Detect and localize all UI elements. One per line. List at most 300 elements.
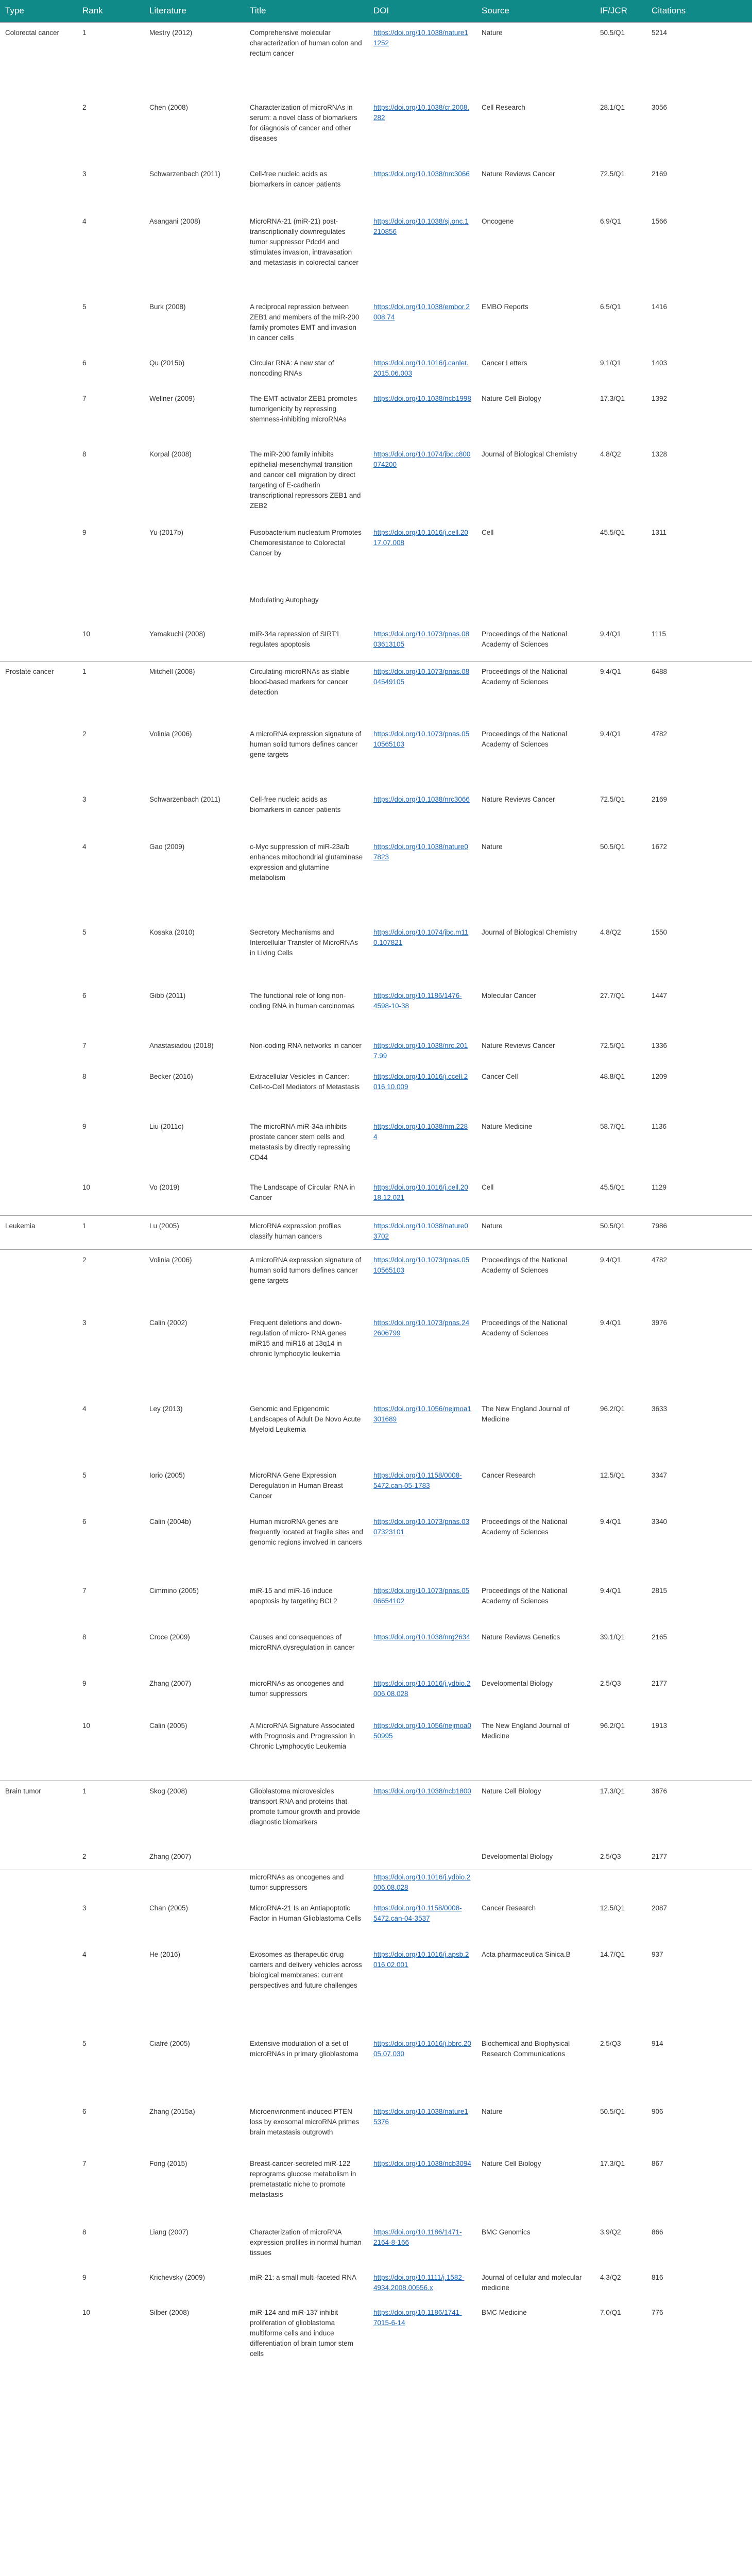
cell-citations: 1672 <box>652 843 668 851</box>
cell-title: MicroRNA-21 Is an Antiapoptotic Factor in Human Glioblastoma Cells <box>250 1904 362 1922</box>
table-row <box>0 2033 752 2102</box>
cell-if-jcr <box>595 1870 646 1898</box>
header-row <box>0 0 752 22</box>
cell-doi[interactable]: https://doi.org/10.1038/embor.2008.74 <box>373 303 470 321</box>
table-row <box>0 2154 752 2222</box>
cell-doi[interactable]: https://doi.org/10.1016/j.cell.2017.07.008 <box>373 529 468 547</box>
cell-rank: 1 <box>77 22 144 97</box>
table-row <box>0 2102 752 2154</box>
cell-literature: Skog (2008) <box>144 1781 245 1846</box>
cell-doi[interactable]: https://doi.org/10.1016/j.canlet.2015.06.003 <box>373 359 469 377</box>
cell-if-jcr: 12.5/Q1 <box>600 1904 625 1912</box>
table-row <box>0 297 752 353</box>
table-row <box>0 593 752 624</box>
cell-rank: 8 <box>82 1073 87 1080</box>
cell-title: Glioblastoma microvesicles transport RNA and proteins that promote tumour growth and provide diagnostic biomarkers <box>245 1781 368 1846</box>
cell-type <box>0 297 77 353</box>
cell-source: Proceedings of the National Academy of Sciences <box>476 1249 595 1313</box>
cell-citations: 914 <box>652 2039 663 2047</box>
cell-rank: 5 <box>82 928 87 936</box>
cell-source: Journal of Biological Chemistry <box>482 450 577 458</box>
cell-doi[interactable]: https://doi.org/10.1038/nature07823 <box>373 843 468 861</box>
cell-type <box>0 2222 77 2267</box>
cell-source: Nature Reviews Genetics <box>482 1633 560 1641</box>
cell-doi[interactable]: https://doi.org/10.1073/pnas.0803613105 <box>373 630 470 648</box>
cell-source: BMC Genomics <box>482 2228 531 2236</box>
cell-citations: 7986 <box>646 1215 752 1249</box>
cell-doi[interactable]: https://doi.org/10.1038/ncb3094 <box>373 2159 471 2167</box>
cell-doi[interactable]: https://doi.org/10.1074/jbc.c800074200 <box>373 450 471 468</box>
cell-rank <box>77 1870 144 1898</box>
cell-type <box>0 837 77 922</box>
cell-literature: Chen (2008) <box>149 104 189 111</box>
cell-citations: 816 <box>652 2273 663 2281</box>
cell-type <box>0 1581 77 1627</box>
cell-citations: 1550 <box>652 928 668 936</box>
cell-title: Genomic and Epigenomic Landscapes of Adult De Novo Acute Myeloid Leukemia <box>250 1405 361 1433</box>
cell-type <box>0 164 77 211</box>
table-row <box>0 837 752 922</box>
cell-title: miR-34a repression of SIRT1 regulates apoptosis <box>250 630 340 648</box>
cell-if-jcr: 45.5/Q1 <box>600 529 625 536</box>
cell-source: Cancer Cell <box>482 1073 518 1080</box>
cell-title: Fusobacterium nucleatum Promotes Chemoresistance to Colorectal Cancer by <box>250 529 362 557</box>
cell-citations: 1209 <box>652 1073 668 1080</box>
cell-type <box>0 986 77 1036</box>
cell-citations: 3347 <box>652 1471 668 1479</box>
cell-citations: 867 <box>652 2159 663 2167</box>
cell-doi[interactable]: https://doi.org/10.1038/cr.2008.282 <box>373 104 470 122</box>
cell-rank: 7 <box>82 395 87 402</box>
cell-if-jcr: 9.4/Q1 <box>600 1587 621 1595</box>
cell-if-jcr: 50.5/Q1 <box>600 843 625 851</box>
cell-source <box>476 1870 595 1898</box>
cell-doi[interactable]: https://doi.org/10.1038/nature11252 <box>368 22 476 97</box>
cell-source: Proceedings of the National Academy of Sciences <box>482 1587 567 1605</box>
cell-if-jcr: 45.5/Q1 <box>600 1183 625 1191</box>
cell-rank: 9 <box>82 529 87 536</box>
cell-if-jcr: 96.2/Q1 <box>600 1405 625 1413</box>
cell-rank: 3 <box>82 795 87 803</box>
cell-if-jcr: 4.3/Q2 <box>600 2273 621 2281</box>
cell-source: Developmental Biology <box>482 1680 553 1687</box>
cell-doi[interactable]: https://doi.org/10.1073/pnas.0510565103 <box>368 1249 476 1313</box>
cell-source: Journal of Biological Chemistry <box>482 928 577 936</box>
cell-literature: Vo (2019) <box>149 1183 180 1191</box>
table-row <box>0 1581 752 1627</box>
cell-citations: 4782 <box>646 1249 752 1313</box>
cell-source <box>476 593 595 624</box>
cell-title: The EMT-activator ZEB1 promotes tumorigenicity by repressing stemness-inhibiting microRNAs <box>250 395 357 423</box>
cell-literature: Lu (2005) <box>144 1215 245 1249</box>
cell-title: Exosomes as therapeutic drug carriers and delivery vehicles across biological membranes: current perspectives and future challenges <box>250 1950 362 1989</box>
table-row <box>0 986 752 1036</box>
cell-source: Nature Cell Biology <box>482 395 541 402</box>
cell-if-jcr: 4.8/Q2 <box>600 450 621 458</box>
cell-source: BMC Medicine <box>482 2308 527 2316</box>
cell-type <box>0 1465 77 1512</box>
cell-rank: 9 <box>82 1680 87 1687</box>
cell-title: Extracellular Vesicles in Cancer: Cell-to-Cell Mediators of Metastasis <box>250 1073 360 1091</box>
cell-if-jcr: 9.1/Q1 <box>600 359 621 367</box>
cell-type <box>0 1898 77 1944</box>
cell-type <box>0 2033 77 2102</box>
cell-doi[interactable]: https://doi.org/10.1016/j.ydbio.2006.08.028 <box>373 1680 471 1698</box>
cell-source: Nature Medicine <box>482 1123 533 1130</box>
cell-citations: 3340 <box>652 1518 668 1526</box>
cell-title: MicroRNA Gene Expression Deregulation in Human Breast Cancer <box>250 1471 343 1500</box>
cell-literature: Yu (2017b) <box>149 529 184 536</box>
header-type: Type <box>0 0 77 22</box>
cell-source: Nature Reviews Cancer <box>482 795 555 803</box>
table-row <box>0 22 752 97</box>
header-citations: Citations <box>646 0 752 22</box>
table-row <box>0 789 752 837</box>
cell-literature: Asangani (2008) <box>149 217 201 225</box>
cell-title: Microenvironment-induced PTEN loss by exosomal microRNA primes brain metastasis outgrowth <box>250 2107 360 2136</box>
table-row <box>0 1627 752 1673</box>
table-row <box>0 1313 752 1399</box>
cell-rank: 7 <box>82 2159 87 2167</box>
cell-literature: Chan (2005) <box>149 1904 189 1912</box>
cell-doi[interactable]: https://doi.org/10.1186/1476-4598-10-38 <box>373 992 462 1010</box>
cell-title: miR-15 and miR-16 induce apoptosis by targeting BCL2 <box>250 1587 337 1605</box>
table-row <box>0 1036 752 1066</box>
cell-literature: Wellner (2009) <box>149 395 195 402</box>
cell-type <box>0 1116 77 1177</box>
cell-if-jcr: 6.5/Q1 <box>600 303 621 311</box>
cell-title: The functional role of long non-coding RNA in human carcinomas <box>250 992 355 1010</box>
cell-type <box>0 1512 77 1581</box>
cell-doi[interactable]: https://doi.org/10.1038/nrg2634 <box>373 1633 470 1641</box>
cell-literature: Iorio (2005) <box>149 1471 185 1479</box>
cell-title: Human microRNA genes are frequently located at fragile sites and genomic regions involved in cancers <box>250 1518 363 1546</box>
cell-rank: 10 <box>82 630 91 638</box>
table-row <box>0 444 752 522</box>
cell-rank: 1 <box>77 1215 144 1249</box>
table-row <box>0 1944 752 2033</box>
cell-title: miR-124 and miR-137 inhibit proliferation of glioblastoma multiforme cells and induce differentiation of brain tumor stem cells <box>250 2308 353 2358</box>
cell-citations: 1403 <box>652 359 668 367</box>
cell-citations: 2169 <box>652 170 668 178</box>
cell-title <box>245 1846 368 1870</box>
cell-source: Nature Cell Biology <box>476 1781 595 1846</box>
table-row <box>0 1116 752 1177</box>
cell-type <box>0 789 77 837</box>
table-row <box>0 2267 752 2302</box>
cell-rank <box>77 593 144 624</box>
cell-literature: Volinia (2006) <box>144 1249 245 1313</box>
cell-if-jcr: 9.4/Q1 <box>595 1249 646 1313</box>
cell-citations: 2177 <box>652 1680 668 1687</box>
cell-literature: He (2016) <box>149 1950 181 1958</box>
table-row <box>0 97 752 164</box>
cell-if-jcr: 2.5/Q3 <box>600 2039 621 2047</box>
cell-doi[interactable]: https://doi.org/10.1073/pnas.0510565103 <box>373 730 470 748</box>
cell-title: Breast-cancer-secreted miR-122 reprograms glucose metabolism in premetastatic niche to promote metastasis <box>250 2159 356 2198</box>
cell-citations: 6488 <box>646 661 752 724</box>
cell-rank: 6 <box>82 359 87 367</box>
cell-type <box>0 522 77 593</box>
table-row <box>0 1673 752 1716</box>
table-row <box>0 2302 752 2381</box>
cell-if-jcr: 9.4/Q1 <box>595 661 646 724</box>
cell-citations: 3876 <box>646 1781 752 1846</box>
cell-literature: Volinia (2006) <box>149 730 192 738</box>
cell-source: EMBO Reports <box>482 303 528 311</box>
cell-type <box>0 624 77 661</box>
cell-doi[interactable]: https://doi.org/10.1158/0008-5472.can-04-3537 <box>373 1904 462 1922</box>
cell-type <box>0 1313 77 1399</box>
cell-if-jcr: 9.4/Q1 <box>600 1518 621 1526</box>
cell-if-jcr: 28.1/Q1 <box>600 104 625 111</box>
cell-if-jcr: 39.1/Q1 <box>600 1633 625 1641</box>
table-row <box>0 1066 752 1116</box>
cell-doi[interactable]: https://doi.org/10.1016/j.ydbio.2006.08.028 <box>368 1870 476 1898</box>
cell-source: Biochemical and Biophysical Research Communications <box>482 2039 570 2058</box>
cell-source: Proceedings of the National Academy of Sciences <box>482 730 567 748</box>
cell-literature: Zhang (2007) <box>149 1680 192 1687</box>
cell-rank: 6 <box>82 2107 87 2115</box>
cell-literature: Calin (2004b) <box>149 1518 192 1526</box>
cell-source: Journal of cellular and molecular medicine <box>482 2273 582 2292</box>
cell-literature: Schwarzenbach (2011) <box>149 170 220 178</box>
cell-doi[interactable]: https://doi.org/10.1074/jbc.m110.107821 <box>373 928 469 946</box>
cell-title: A microRNA expression signature of human solid tumors defines cancer gene targets <box>245 1249 368 1313</box>
cell-rank: 10 <box>82 1722 91 1730</box>
cell-rank: 10 <box>82 2308 91 2316</box>
cell-rank: 3 <box>82 1319 87 1327</box>
cell-rank: 10 <box>82 1183 91 1191</box>
cell-doi[interactable]: https://doi.org/10.1016/j.bbrc.2005.07.030 <box>373 2039 471 2058</box>
cell-citations: 5214 <box>646 22 752 97</box>
cell-doi[interactable]: https://doi.org/10.1158/0008-5472.can-05-1783 <box>373 1471 462 1489</box>
cell-type <box>0 593 77 624</box>
cell-type <box>0 1177 77 1215</box>
cell-source: Nature Cell Biology <box>482 2159 541 2167</box>
cell-if-jcr: 27.7/Q1 <box>600 992 625 999</box>
cell-source: Cell Research <box>482 104 525 111</box>
cell-rank: 5 <box>82 303 87 311</box>
cell-rank: 4 <box>82 217 87 225</box>
cell-literature <box>144 593 245 624</box>
cell-literature: Calin (2005) <box>149 1722 187 1730</box>
cell-doi[interactable]: https://doi.org/10.1016/j.apsb.2016.02.001 <box>373 1950 469 1969</box>
cell-rank: 8 <box>82 1633 87 1641</box>
cell-title: Characterization of microRNA expression profiles in normal human tissues <box>250 2228 362 2257</box>
cell-if-jcr: 9.4/Q1 <box>600 730 621 738</box>
table-row <box>0 724 752 789</box>
cell-doi[interactable]: https://doi.org/10.1073/pnas.242606799 <box>373 1319 470 1337</box>
cell-rank: 6 <box>82 1518 87 1526</box>
header-source: Source <box>476 0 595 22</box>
cell-type <box>0 2102 77 2154</box>
cell-doi[interactable]: https://doi.org/10.1016/j.ccell.2016.10.009 <box>373 1073 468 1091</box>
table-row <box>0 353 752 388</box>
cell-citations: 2169 <box>652 795 668 803</box>
table-row <box>0 1781 752 1846</box>
cell-title: c-Myc suppression of miR-23a/b enhances mitochondrial glutaminase expression and glutamine metabolism <box>250 843 363 882</box>
cell-title: MicroRNA expression profiles classify human cancers <box>245 1215 368 1249</box>
table-row <box>0 1716 752 1781</box>
cell-if-jcr: 72.5/Q1 <box>600 1042 625 1049</box>
cell-rank: 9 <box>82 1123 87 1130</box>
cell-rank: 2 <box>82 1853 87 1860</box>
cell-citations: 3976 <box>652 1319 668 1327</box>
cell-title: Circular RNA: A new star of noncoding RNAs <box>250 359 334 377</box>
cell-rank: 3 <box>82 170 87 178</box>
cell-citations: 906 <box>652 2107 663 2115</box>
cell-title: A microRNA expression signature of human solid tumors defines cancer gene targets <box>250 730 362 758</box>
cell-source: Cell <box>482 1183 494 1191</box>
cell-citations: 2177 <box>652 1853 668 1860</box>
cell-if-jcr: 17.3/Q1 <box>600 2159 625 2167</box>
cell-citations: 1328 <box>652 450 668 458</box>
cell-doi[interactable]: https://doi.org/10.1038/nature15376 <box>373 2107 468 2126</box>
cell-citations: 776 <box>652 2308 663 2316</box>
cell-type <box>0 922 77 986</box>
cell-title: Cell-free nucleic acids as biomarkers in cancer patients <box>250 795 341 814</box>
cell-citations: 1913 <box>652 1722 668 1730</box>
cell-rank: 4 <box>82 1950 87 1958</box>
cell-citations: 2815 <box>652 1587 668 1595</box>
header-title: Title <box>245 0 368 22</box>
cell-type <box>0 97 77 164</box>
cell-if-jcr: 50.5/Q1 <box>595 1215 646 1249</box>
cell-source: Proceedings of the National Academy of Sciences <box>476 661 595 724</box>
cell-doi[interactable]: https://doi.org/10.1038/nrc3066 <box>373 795 470 803</box>
cell-doi[interactable]: https://doi.org/10.1056/nejmoa050995 <box>373 1722 471 1740</box>
cell-title: Modulating Autophagy <box>250 596 319 604</box>
cell-if-jcr: 48.8/Q1 <box>600 1073 625 1080</box>
cell-source: Proceedings of the National Academy of Sciences <box>482 1518 567 1536</box>
cell-source: Nature Reviews Cancer <box>482 1042 555 1049</box>
cell-doi[interactable]: https://doi.org/10.1186/1471-2164-8-166 <box>373 2228 462 2246</box>
cell-literature <box>144 1870 245 1898</box>
cell-source: Oncogene <box>482 217 514 225</box>
cell-literature: Croce (2009) <box>149 1633 190 1641</box>
cell-literature: Zhang (2007) <box>149 1853 192 1860</box>
table-row <box>0 1898 752 1944</box>
cell-citations: 1566 <box>652 217 668 225</box>
cell-doi[interactable]: https://doi.org/10.1056/nejmoa1301689 <box>373 1405 471 1423</box>
table-row <box>0 1870 752 1898</box>
cell-title: miR-21: a small multi-faceted RNA <box>250 2273 357 2281</box>
cell-type <box>0 1716 77 1781</box>
cell-if-jcr: 2.5/Q3 <box>600 1853 621 1860</box>
cell-citations: 937 <box>652 1950 663 1958</box>
cell-doi[interactable]: https://doi.org/10.1111/j.1582-4934.2008.00556.x <box>373 2273 465 2292</box>
cell-type <box>0 1399 77 1465</box>
cell-type <box>0 388 77 444</box>
cell-literature: Mitchell (2008) <box>144 661 245 724</box>
cell-doi[interactable]: https://doi.org/10.1073/pnas.0307323101 <box>373 1518 470 1536</box>
cell-literature: Qu (2015b) <box>149 359 185 367</box>
cell-doi[interactable]: https://doi.org/10.1186/1741-7015-6-14 <box>373 2308 462 2327</box>
cell-title: Comprehensive molecular characterization of human colon and rectum cancer <box>245 22 368 97</box>
cell-literature: Gibb (2011) <box>149 992 186 999</box>
cell-type <box>0 1249 77 1313</box>
header-rank: Rank <box>77 0 144 22</box>
cell-type <box>0 211 77 297</box>
cell-if-jcr: 50.5/Q1 <box>600 2107 625 2115</box>
cell-source: Nature <box>476 22 595 97</box>
cell-rank: 7 <box>82 1587 87 1595</box>
cell-if-jcr: 6.9/Q1 <box>600 217 621 225</box>
cell-type <box>0 2267 77 2302</box>
cell-source: Molecular Cancer <box>482 992 536 999</box>
cell-literature: Cimmino (2005) <box>149 1587 199 1595</box>
cell-doi[interactable]: https://doi.org/10.1073/pnas.0804549105 <box>368 661 476 724</box>
cell-doi[interactable]: https://doi.org/10.1038/nature03702 <box>368 1215 476 1249</box>
cell-source: Nature <box>482 843 503 851</box>
cell-doi[interactable]: https://doi.org/10.1038/ncb1800 <box>368 1781 476 1846</box>
cell-literature: Yamakuchi (2008) <box>149 630 206 638</box>
cell-doi <box>368 593 476 624</box>
cell-source: Developmental Biology <box>482 1853 553 1860</box>
table-row <box>0 211 752 297</box>
cell-literature: Burk (2008) <box>149 303 186 311</box>
cell-literature: Schwarzenbach (2011) <box>149 795 220 803</box>
cell-doi[interactable]: https://doi.org/10.1073/pnas.0506654102 <box>373 1587 470 1605</box>
cell-type <box>0 1846 77 1870</box>
cell-title: microRNAs as oncogenes and tumor suppressors <box>245 1870 368 1898</box>
cell-doi[interactable]: https://doi.org/10.1038/nrc.2017.99 <box>373 1042 468 1060</box>
cell-citations: 1115 <box>652 630 666 638</box>
cell-doi <box>368 1846 476 1870</box>
table-row <box>0 1249 752 1313</box>
cell-citations: 1136 <box>652 1123 667 1130</box>
cell-literature: Zhang (2015a) <box>149 2107 195 2115</box>
cell-doi[interactable]: https://doi.org/10.1038/nrc3066 <box>373 170 470 178</box>
cell-type <box>0 1673 77 1716</box>
table-row <box>0 1512 752 1581</box>
cell-doi[interactable]: https://doi.org/10.1038/ncb1998 <box>373 395 471 402</box>
cell-type <box>0 353 77 388</box>
cell-if-jcr: 9.4/Q1 <box>600 1319 621 1327</box>
table-row <box>0 164 752 211</box>
cell-rank: 2 <box>77 1249 144 1313</box>
cell-literature: Anastasiadou (2018) <box>149 1042 214 1049</box>
cell-literature: Gao (2009) <box>149 843 185 851</box>
cell-doi[interactable]: https://doi.org/10.1038/nm.2284 <box>373 1123 468 1141</box>
cell-type <box>0 2154 77 2222</box>
cell-type <box>0 1036 77 1066</box>
cell-source: Nature Reviews Cancer <box>482 170 555 178</box>
cell-type <box>0 1066 77 1116</box>
cell-type <box>0 1870 77 1898</box>
cell-source: Nature <box>482 2107 503 2115</box>
table-row <box>0 661 752 724</box>
cell-title: Cell-free nucleic acids as biomarkers in cancer patients <box>250 170 341 188</box>
cell-doi[interactable]: https://doi.org/10.1038/sj.onc.1210856 <box>373 217 469 235</box>
cell-if-jcr: 2.5/Q3 <box>600 1680 621 1687</box>
cell-title: MicroRNA-21 (miR-21) post-transcriptionally downregulates tumor suppressor Pdcd4 and stimulates invasion, intravasation and metastasis in colorectal cancer <box>250 217 358 266</box>
cell-citations <box>646 593 752 624</box>
cell-if-jcr: 17.3/Q1 <box>600 395 625 402</box>
cell-title: Frequent deletions and down-regulation of micro- RNA genes miR15 and miR16 at 13q14 in chronic lymphocytic leukemia <box>250 1319 347 1358</box>
cell-literature: Kosaka (2010) <box>149 928 195 936</box>
cell-rank: 9 <box>82 2273 87 2281</box>
cell-if-jcr: 17.3/Q1 <box>595 1781 646 1846</box>
cell-literature: Calin (2002) <box>149 1319 187 1327</box>
cell-source: Cancer Research <box>482 1471 536 1479</box>
table-row <box>0 922 752 986</box>
cell-doi[interactable]: https://doi.org/10.1016/j.cell.2018.12.021 <box>373 1183 468 1201</box>
cell-if-jcr <box>595 593 646 624</box>
cell-source: Acta pharmaceutica Sinica.B <box>482 1950 571 1958</box>
cell-if-jcr: 12.5/Q1 <box>600 1471 625 1479</box>
